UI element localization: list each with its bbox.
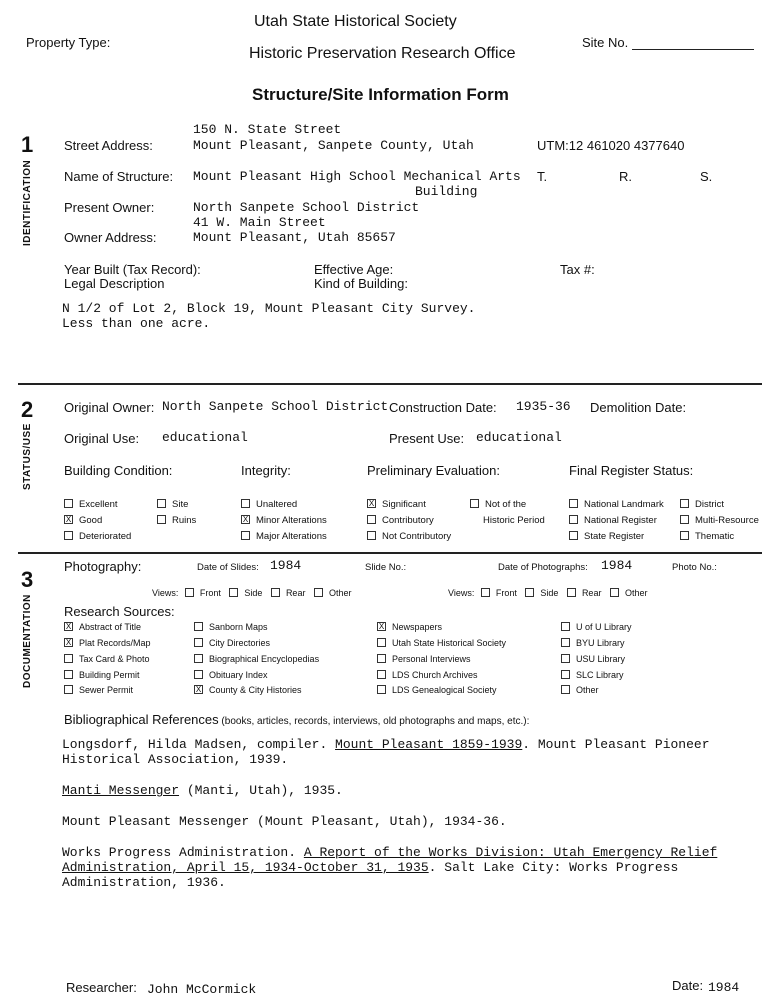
source-county-city-histories[interactable]: X County & City Histories: [195, 685, 302, 695]
research-sources-label: Research Sources:: [64, 604, 175, 619]
site-no-line: [632, 37, 754, 50]
section-divider-1: [18, 383, 762, 385]
source-slc-library[interactable]: SLC Library: [561, 670, 624, 680]
utm-value: 12 461020 4377640: [568, 138, 685, 153]
source-other[interactable]: Other: [561, 685, 599, 695]
source-newspapers[interactable]: X Newspapers: [378, 622, 443, 632]
section-2-number: 2: [21, 397, 34, 422]
utm-field: [537, 138, 684, 153]
original-use-value: educational: [162, 430, 248, 445]
section-3-label: DOCUMENTATION: [22, 594, 33, 688]
slide-view-other[interactable]: Other: [314, 588, 352, 598]
office-name: Historic Preservation Research Office: [249, 45, 516, 62]
date-label: Date:: [672, 978, 704, 993]
bibliographical-references-label: Bibliographical References (books, articles, records, interviews, old photographs and maps, etc.):: [64, 712, 530, 727]
reference-3: Mount Pleasant Messenger (Mount Pleasant, Utah), 1934-36.: [62, 814, 507, 829]
legal-description-line1: N 1/2 of Lot 2, Block 19, Mount Pleasant City Survey.: [62, 301, 476, 316]
source-sewer-permit[interactable]: Sewer Permit: [64, 685, 133, 695]
street-address-line1: 150 N. State Street: [193, 122, 342, 137]
section-1-number: 1: [21, 132, 34, 157]
photo-view-front[interactable]: Front: [481, 588, 517, 598]
slide-view-front[interactable]: Front: [185, 588, 221, 598]
reference-2: Manti Messenger (Manti, Utah), 1935.: [62, 783, 343, 798]
reference-4-line3: Administration, 1936.: [62, 875, 226, 890]
structure-name-line2: Building: [415, 184, 478, 199]
checkbox-ruins[interactable]: Ruins: [157, 515, 196, 526]
legal-description-line2: Less than one acre.: [62, 316, 211, 331]
integrity-label: Integrity:: [241, 463, 291, 478]
slide-view-rear[interactable]: Rear: [271, 588, 306, 598]
street-address-line2: Mount Pleasant, Sanpete County, Utah: [193, 138, 474, 153]
property-type-label: Property Type:: [26, 35, 111, 50]
structure-name-line1: Mount Pleasant High School Mechanical Arts: [193, 169, 521, 184]
photo-view-other[interactable]: Other: [610, 588, 648, 598]
date-of-photographs-value: 1984: [601, 558, 633, 573]
source-obituary-index[interactable]: Obituary Index: [194, 670, 268, 680]
section-divider-2: [18, 552, 762, 554]
reference-4-line1: Works Progress Administration. A Report of the Works Division: Utah Emergency Relief: [62, 845, 718, 860]
section-2-label: STATUS/USE: [22, 423, 33, 490]
checkbox-excellent[interactable]: Excellent: [64, 499, 118, 510]
checkbox-thematic[interactable]: Thematic: [680, 531, 734, 542]
s-label: S.: [700, 169, 713, 184]
building-condition-label: Building Condition:: [64, 463, 173, 478]
section-3-number: 3: [21, 567, 34, 592]
checkbox-not-contributory[interactable]: Not Contributory: [367, 531, 451, 542]
source-ushs[interactable]: Utah State Historical Society: [377, 638, 506, 648]
legal-description-label: Legal Description: [64, 276, 165, 291]
historic-period-label: Historic Period: [483, 515, 545, 526]
present-owner-value: North Sanpete School District: [193, 200, 420, 215]
photo-views-label: Views:: [448, 588, 475, 598]
checkbox-multi-resource[interactable]: Multi-Resource: [680, 515, 762, 526]
source-lds-genealogical[interactable]: LDS Genealogical Society: [377, 685, 497, 695]
present-owner-label: Present Owner:: [64, 200, 155, 215]
t-label: T.: [537, 169, 548, 184]
checkbox-unaltered[interactable]: Unaltered: [241, 499, 297, 510]
demolition-date-label: Demolition Date:: [590, 400, 687, 415]
original-owner-value: North Sanpete School District: [162, 399, 389, 414]
owner-address-line2: Mount Pleasant, Utah 85657: [193, 230, 396, 245]
checkbox-good[interactable]: X Good: [65, 514, 103, 526]
construction-date-label: Construction Date:: [389, 400, 497, 415]
owner-address-label: Owner Address:: [64, 230, 157, 245]
checkbox-national-landmark[interactable]: National Landmark: [569, 499, 664, 510]
society-name: Utah State Historical Society: [254, 13, 457, 30]
structure-name-label: Name of Structure:: [64, 169, 174, 184]
site-no-label: Site No.: [582, 35, 629, 50]
reference-1-line1: Longsdorf, Hilda Madsen, compiler. Mount Pleasant 1859-1939. Mount Pleasant Pioneer: [62, 737, 710, 752]
source-byu-library[interactable]: BYU Library: [561, 638, 625, 648]
photography-label: Photography:: [64, 559, 142, 574]
source-tax-card[interactable]: Tax Card & Photo: [64, 654, 150, 664]
present-use-label: Present Use:: [389, 431, 465, 446]
photo-view-side[interactable]: Side: [525, 588, 558, 598]
source-building-permit[interactable]: Building Permit: [64, 670, 140, 680]
photo-views: [448, 588, 647, 598]
checkbox-deteriorated[interactable]: Deteriorated: [64, 531, 131, 542]
source-personal-interviews[interactable]: Personal Interviews: [377, 654, 471, 664]
checkbox-site[interactable]: Site: [157, 499, 188, 510]
source-abstract-of-title[interactable]: X Abstract of Title: [65, 622, 142, 632]
reference-4-line2: Administration, April 15, 1934-October 31, 1935. Salt Lake City: Works Progress: [62, 860, 679, 875]
construction-date-value: 1935-36: [516, 399, 571, 414]
source-sanborn-maps[interactable]: Sanborn Maps: [194, 622, 268, 632]
date-of-photographs-label: Date of Photographs:: [498, 562, 588, 573]
kind-of-building-label: Kind of Building:: [314, 276, 408, 291]
checkbox-minor-alterations[interactable]: X Minor Alterations: [242, 514, 327, 526]
form-title: Structure/Site Information Form: [252, 85, 509, 104]
utm-label: UTM:: [537, 138, 569, 153]
final-register-status-label: Final Register Status:: [569, 463, 694, 478]
slide-views: [152, 588, 351, 598]
reference-1-line2: Historical Association, 1939.: [62, 752, 289, 767]
street-address-label: Street Address:: [64, 138, 153, 153]
r-label: R.: [619, 169, 632, 184]
owner-address-line1: 41 W. Main Street: [193, 215, 326, 230]
checkbox-state-register[interactable]: State Register: [569, 531, 644, 542]
source-u-of-u-library[interactable]: U of U Library: [561, 622, 632, 632]
date-value: 1984: [708, 980, 740, 995]
researcher-label: Researcher:: [66, 980, 137, 995]
checkbox-national-register[interactable]: National Register: [569, 515, 657, 526]
source-plat-records[interactable]: X Plat Records/Map: [65, 638, 151, 648]
site-no-field[interactable]: [582, 35, 754, 50]
slide-views-label: Views:: [152, 588, 179, 598]
checkbox-significant[interactable]: X Significant: [368, 498, 426, 510]
researcher-value: John McCormick: [147, 982, 257, 997]
original-owner-label: Original Owner:: [64, 400, 155, 415]
original-use-label: Original Use:: [64, 431, 140, 446]
photo-no-label: Photo No.:: [672, 562, 717, 573]
source-city-directories[interactable]: City Directories: [194, 638, 270, 648]
photo-view-rear[interactable]: Rear: [567, 588, 602, 598]
preliminary-evaluation-label: Preliminary Evaluation:: [367, 463, 500, 478]
date-of-slides-label: Date of Slides:: [197, 562, 259, 573]
slide-no-label: Slide No.:: [365, 562, 407, 573]
checkbox-contributory[interactable]: Contributory: [367, 515, 434, 526]
source-lds-church-archives[interactable]: LDS Church Archives: [377, 670, 478, 680]
present-use-value: educational: [476, 430, 562, 445]
source-biographical[interactable]: Biographical Encyclopedias: [194, 654, 319, 664]
tax-number-label: Tax #:: [560, 262, 595, 277]
checkbox-major-alterations[interactable]: Major Alterations: [241, 531, 327, 542]
section-1-label: IDENTIFICATION: [22, 159, 33, 246]
checkbox-not-of-the-period[interactable]: Not of the: [470, 499, 526, 510]
year-built-label: Year Built (Tax Record):: [64, 262, 201, 277]
date-of-slides-value: 1984: [270, 558, 302, 573]
slide-view-side[interactable]: Side: [229, 588, 262, 598]
checkbox-district[interactable]: District: [680, 499, 724, 510]
effective-age-label: Effective Age:: [314, 262, 394, 277]
source-usu-library[interactable]: USU Library: [561, 654, 625, 664]
